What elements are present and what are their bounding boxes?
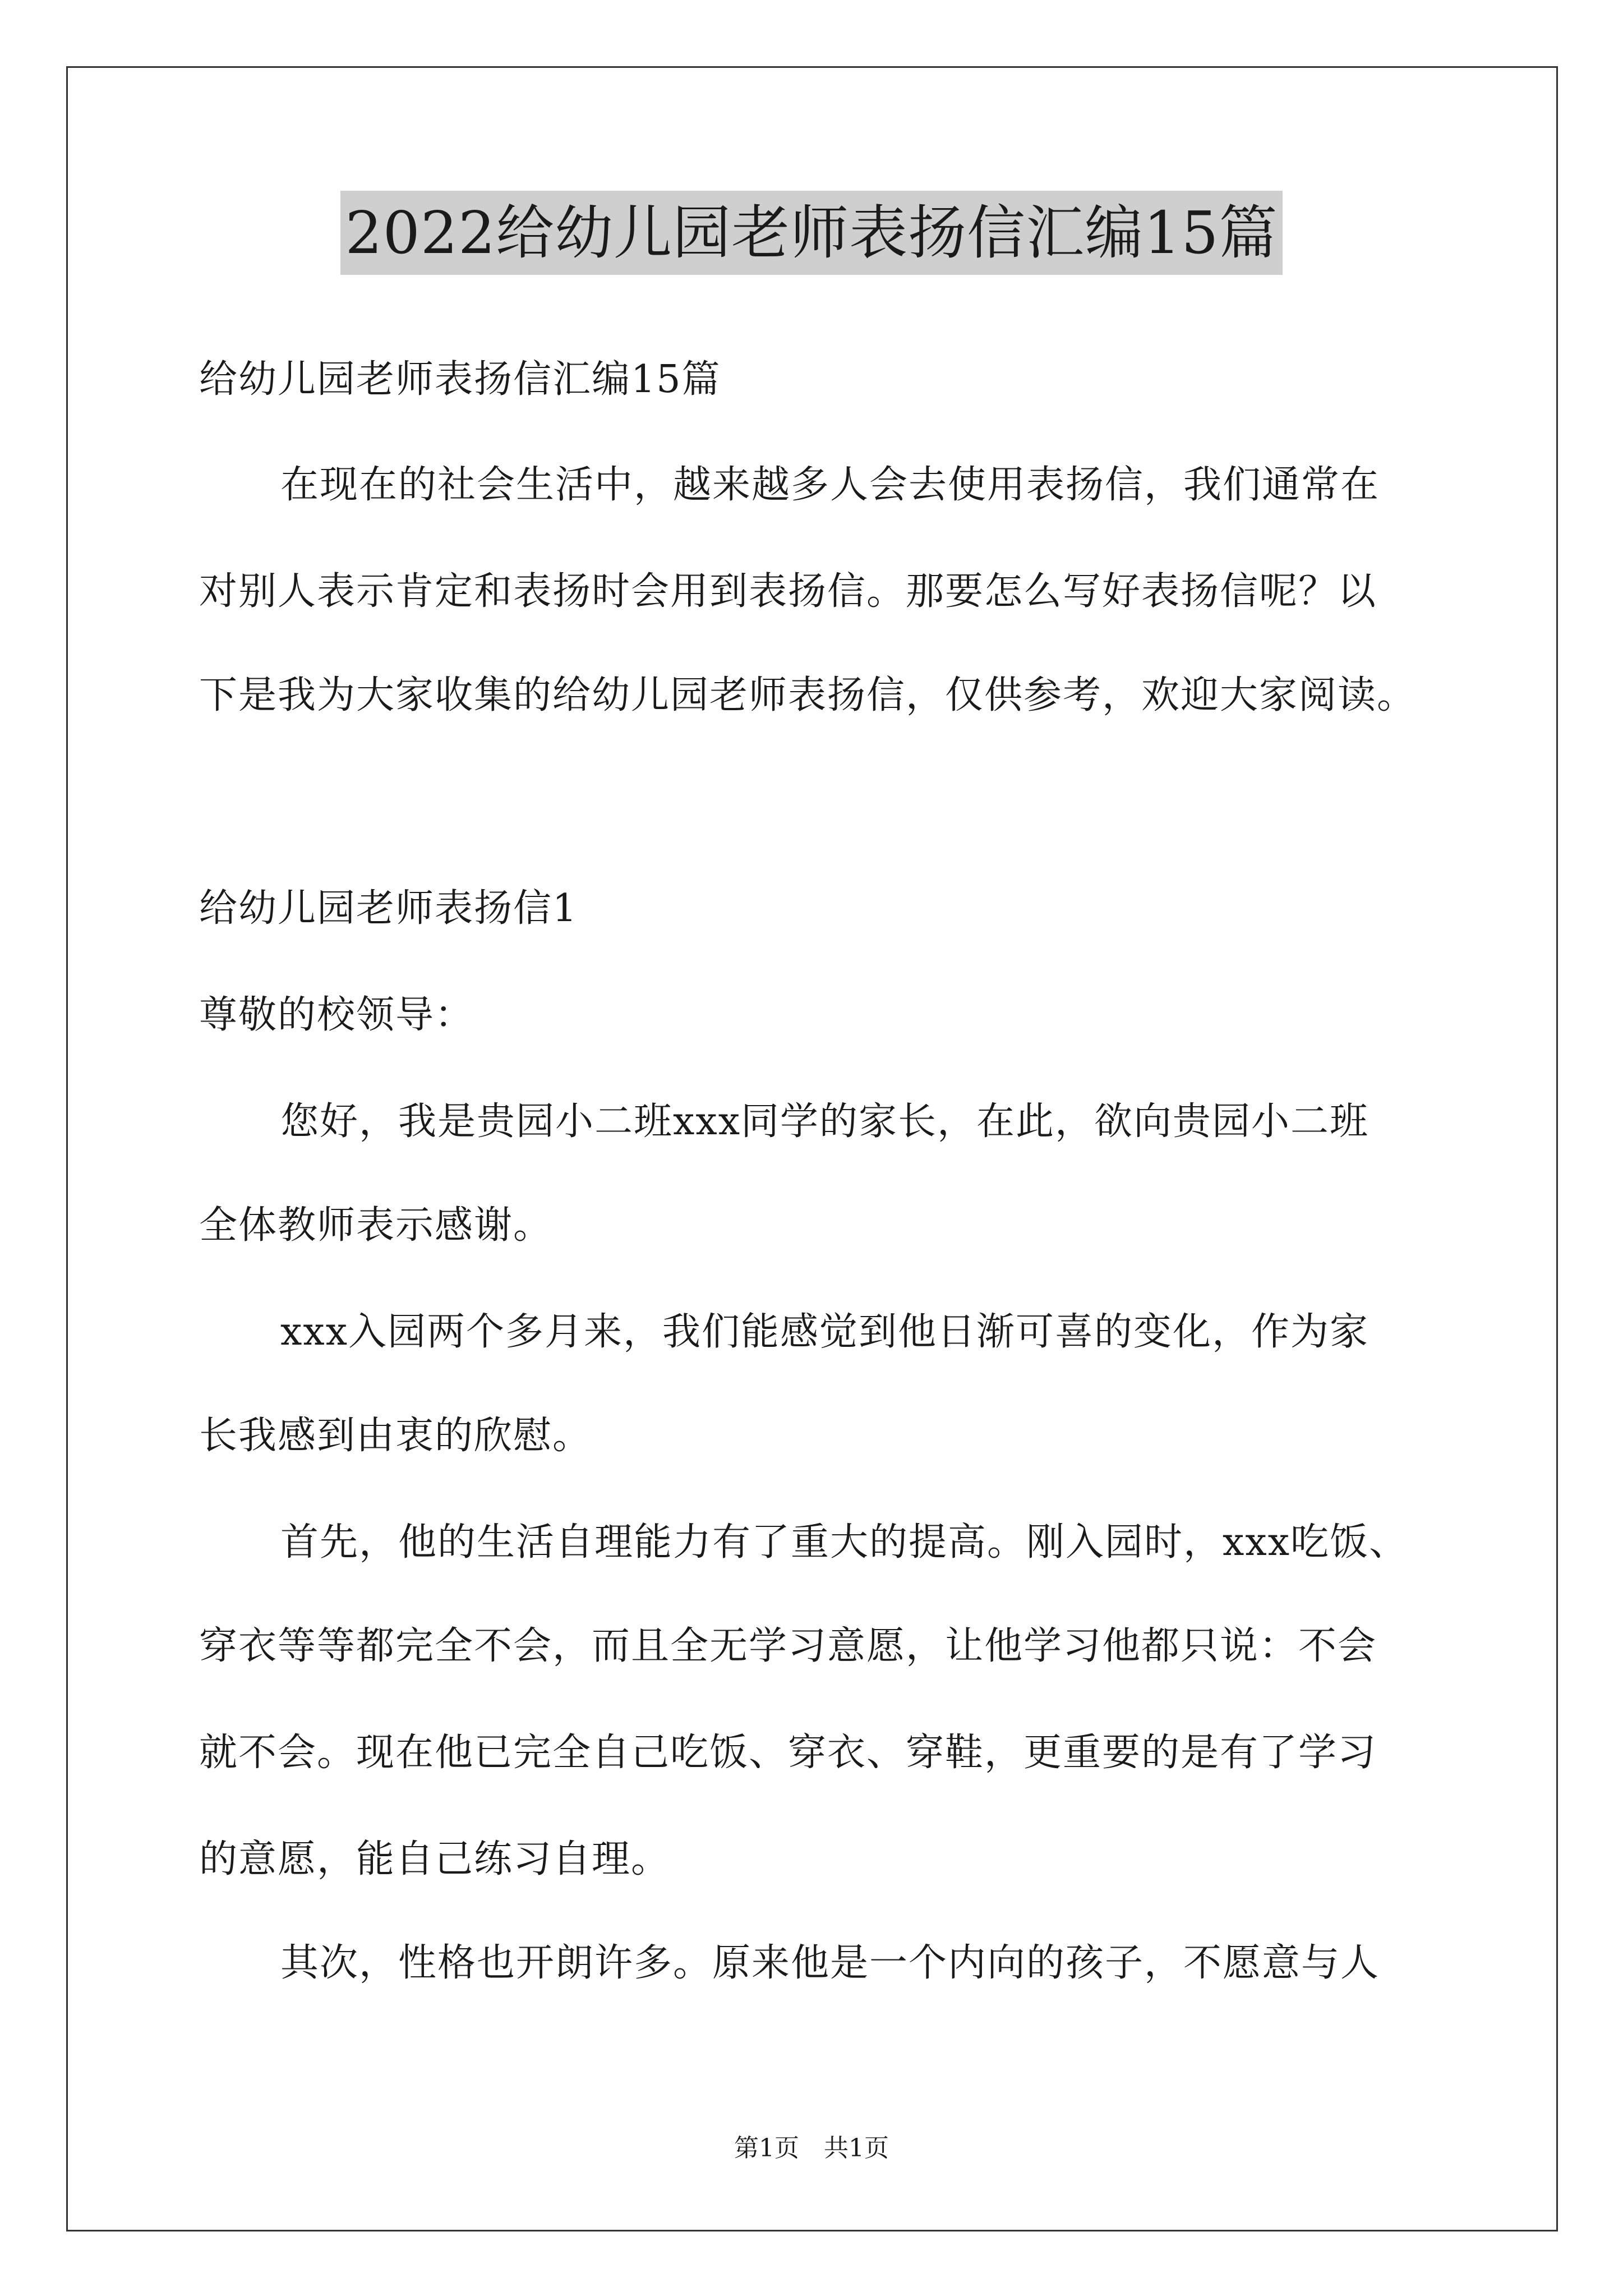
section-heading: 给幼儿园老师表扬信1 (199, 886, 578, 931)
title-container (0, 191, 1623, 275)
paragraph-line: 的意愿，能自己练习自理。 (199, 1837, 671, 1881)
paragraph-line: 其次，性格也开朗许多。原来他是一个内向的孩子，不愿意与人 (280, 1941, 1380, 1985)
paragraph-line: 全体教师表示感谢。 (199, 1203, 553, 1248)
paragraph-line: 长我感到由衷的欣慰。 (199, 1414, 592, 1458)
paragraph-line: 对别人表示肯定和表扬时会用到表扬信。那要怎么写好表扬信呢？以 (199, 569, 1377, 614)
page-footer: 第1页 共1页 (734, 2134, 889, 2162)
paragraph-line: 在现在的社会生活中，越来越多人会去使用表扬信，我们通常在 (280, 463, 1380, 507)
paragraph-line: 就不会。现在他已完全自己吃饭、穿衣、穿鞋，更重要的是有了学习 (199, 1731, 1377, 1775)
paragraph-line: 首先，他的生活自理能力有了重大的提高。刚入园时，xxx吃饭、 (280, 1520, 1409, 1565)
paragraph-line: xxx入园两个多月来，我们能感觉到他日渐可喜的变化，作为家 (280, 1310, 1370, 1354)
subtitle-line: 给幼儿园老师表扬信汇编15篇 (199, 357, 721, 402)
document-title: 2022给幼儿园老师表扬信汇编15篇 (340, 191, 1282, 275)
paragraph-line: 穿衣等等都完全不会，而且全无学习意愿，让他学习他都只说：不会 (199, 1624, 1377, 1668)
salutation: 尊敬的校领导： (199, 993, 474, 1037)
paragraph-line: 下是我为大家收集的给幼儿园老师表扬信，仅供参考，欢迎大家阅读。 (199, 673, 1417, 717)
paragraph-line: 您好，我是贵园小二班xxx同学的家长，在此，欲向贵园小二班 (280, 1099, 1370, 1144)
